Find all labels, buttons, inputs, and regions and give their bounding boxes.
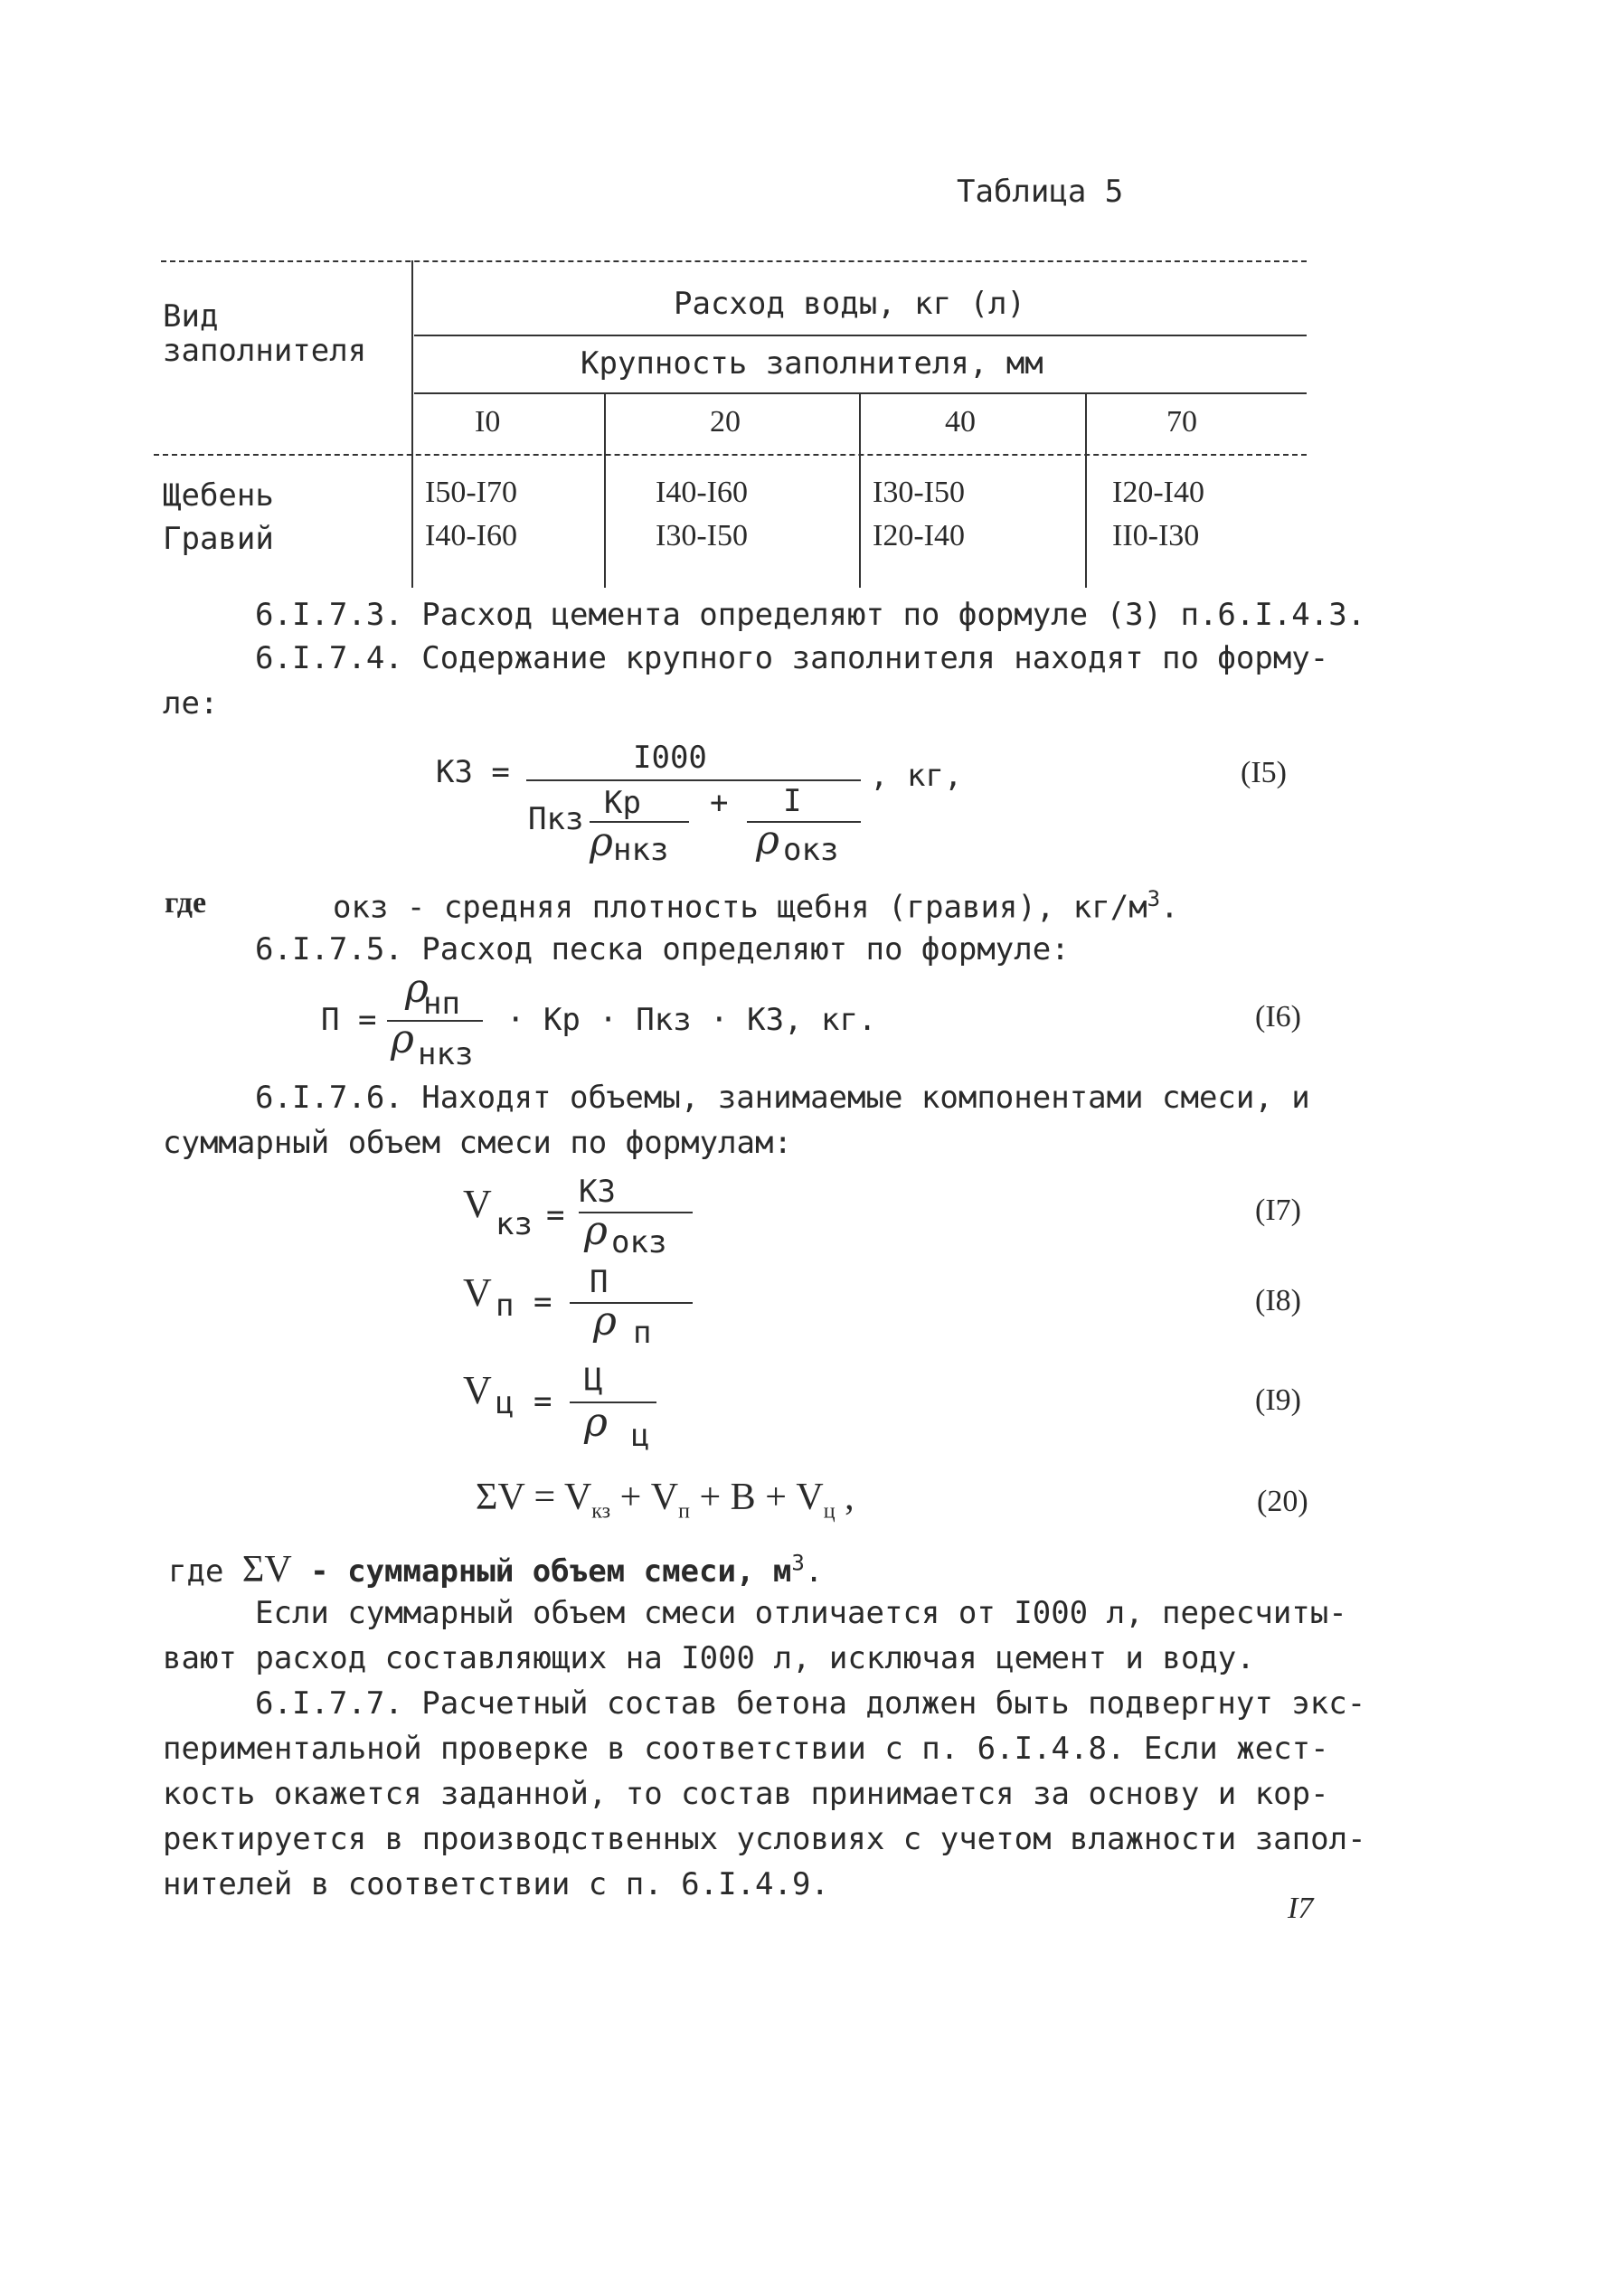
formula-16-den: нкз <box>418 1036 474 1072</box>
rho-symbol: ρ <box>756 817 779 864</box>
formula-20-sub: п <box>678 1499 690 1524</box>
table-col-divider <box>859 394 861 588</box>
table-head-col1-line2: заполнителя <box>163 333 367 369</box>
where-definition-sup: 3 <box>1147 886 1161 911</box>
formula-20-part: + V <box>610 1477 679 1518</box>
table-size-1: I0 <box>475 405 501 439</box>
paragraph-6177-line2: периментальной проверке в соответствии с п. 6.I.4.8. Если жест- <box>163 1731 1329 1767</box>
formula-17-den: окз <box>611 1224 667 1260</box>
formula-15-plus: + <box>710 785 729 821</box>
formula-17-sub: кз <box>496 1206 533 1242</box>
table-rule-1 <box>414 335 1307 336</box>
table-row-name: Гравий <box>163 521 274 557</box>
where-sum-text: - суммарный объем смеси, м <box>291 1553 792 1590</box>
formula-18-v: V <box>463 1270 492 1315</box>
formula-16-number: (I6) <box>1255 1000 1301 1033</box>
formula-16-num: нп <box>423 986 460 1022</box>
table-size-4: 70 <box>1166 405 1197 439</box>
formula-15-kr: Кр <box>604 785 641 821</box>
paragraph-6177-line3: кость окажется заданной, то состав принимается за основу и кор- <box>163 1776 1329 1812</box>
rho-symbol: ρ <box>584 1208 608 1254</box>
formula-17-num: КЗ <box>579 1174 616 1210</box>
formula-19-bar <box>570 1402 656 1403</box>
paragraph-6173: 6.I.7.3. Расход цемента определяют по формуле (3) п.6.I.4.3. <box>255 597 1366 633</box>
formula-16-rest: · Кр · Пкз · КЗ, кг. <box>506 1002 877 1038</box>
formula-19-sub: ц <box>496 1385 515 1421</box>
paragraph-6177: 6.I.7.7. Расчетный состав бетона должен быть подвергнут экс- <box>255 1685 1366 1722</box>
formula-18-number: (I8) <box>1255 1284 1301 1317</box>
page-number: I7 <box>1288 1892 1314 1925</box>
formula-19-num: Ц <box>584 1362 603 1398</box>
table-cell: I30-I50 <box>873 476 965 509</box>
formula-15-a-den: нкз <box>613 832 669 868</box>
formula-17-number: (I7) <box>1255 1194 1301 1227</box>
rho-symbol: ρ <box>590 819 613 865</box>
table-size-3: 40 <box>945 405 976 439</box>
formula-17-v: V <box>463 1182 492 1226</box>
sum-v-symbol: ΣV <box>241 1549 292 1590</box>
paragraph-recalc: Если суммарный объем смеси отличается от I000 л, пересчиты- <box>255 1595 1347 1631</box>
paragraph-recalc-cont: вают расход составляющих на I000 л, исключая цемент и воду. <box>163 1640 1255 1676</box>
rho-symbol: ρ <box>391 1016 414 1062</box>
formula-20-part: , <box>835 1477 854 1518</box>
formula-18-den: п <box>633 1315 652 1351</box>
table-cell: II0-I30 <box>1112 519 1200 552</box>
where-definition-text: окз - средняя плотность щебня (гравия), кг/м <box>333 889 1147 926</box>
table-head-rule <box>154 454 1307 456</box>
formula-15-b-num: I <box>783 783 802 819</box>
formula-18-num: П <box>590 1264 609 1300</box>
paragraph-6177-line5: нителей в соответствии с п. 6.I.4.9. <box>163 1866 829 1902</box>
formula-20-sub: кз <box>591 1499 611 1524</box>
formula-15-number: (I5) <box>1241 756 1287 789</box>
formula-18-sub: п <box>496 1288 515 1324</box>
where-sum-end: . <box>804 1553 824 1590</box>
where-sum-sup: 3 <box>791 1550 805 1576</box>
rho-symbol: ρ <box>405 966 429 1012</box>
paragraph-6177-line4: ректируется в производственных условиях с учетом влажности запол- <box>163 1821 1366 1857</box>
table-head-sub: Крупность заполнителя, мм <box>581 345 1043 382</box>
where-sum-line <box>168 1548 823 1591</box>
where-label: где <box>168 1553 224 1590</box>
table-col-divider <box>1085 394 1087 588</box>
table-cell: I20-I40 <box>1112 476 1204 509</box>
formula-15-numerator: I000 <box>633 740 707 776</box>
formula-20-sub: ц <box>823 1499 836 1524</box>
formula-16-lhs: П = <box>321 1002 377 1038</box>
formula-15-lhs: КЗ = <box>436 754 510 790</box>
table-head-col1-line1: Вид <box>163 298 219 335</box>
table-cell: I30-I50 <box>656 519 748 552</box>
where-definition-end: . <box>1160 889 1179 926</box>
where-definition <box>333 886 1179 925</box>
table-col-divider <box>411 260 413 588</box>
table-cell: I40-I60 <box>425 519 517 552</box>
formula-19-v: V <box>463 1368 492 1412</box>
formula-20 <box>476 1476 854 1524</box>
rho-symbol: ρ <box>593 1298 617 1345</box>
paragraph-6174-cont: ле: <box>163 685 219 722</box>
table-head-main: Расход воды, кг (л) <box>674 286 1025 322</box>
table-col-divider <box>604 394 606 588</box>
paragraph-6175: 6.I.7.5. Расход песка определяют по формуле: <box>255 931 1070 967</box>
where-label: где <box>165 886 207 920</box>
table-size-2: 20 <box>710 405 741 439</box>
paragraph-6174: 6.I.7.4. Содержание крупного заполнителя находят по форму- <box>255 640 1329 676</box>
formula-20-part: V = V <box>497 1477 592 1518</box>
formula-15-pkz: Пкз <box>528 801 584 837</box>
formula-15-bar <box>526 779 861 781</box>
formula-15-b-den: окз <box>783 832 839 868</box>
table-cell: I50-I70 <box>425 476 517 509</box>
formula-19-den: ц <box>631 1418 650 1454</box>
formula-20-part: + В + V <box>690 1477 824 1518</box>
formula-18-eq: = <box>533 1284 552 1320</box>
paragraph-6176: 6.I.7.6. Находят объемы, занимаемые компонентами смеси, и <box>255 1080 1310 1116</box>
table-caption: Таблица 5 <box>957 174 1124 210</box>
sigma-symbol: Σ <box>476 1477 498 1518</box>
table-cell: I20-I40 <box>873 519 965 552</box>
table-cell: I40-I60 <box>656 476 748 509</box>
formula-15-unit: , кг, <box>870 758 963 794</box>
table-top-rule <box>161 260 1307 262</box>
table-row-name: Щебень <box>163 477 274 514</box>
paragraph-6176-cont: суммарный объем смеси по формулам: <box>163 1125 792 1161</box>
formula-19-number: (I9) <box>1255 1383 1301 1417</box>
formula-20-number: (20) <box>1257 1485 1308 1518</box>
rho-symbol: ρ <box>584 1400 608 1446</box>
formula-17-eq: = <box>546 1197 565 1233</box>
formula-19-eq: = <box>533 1383 552 1420</box>
formula-18-bar <box>570 1302 693 1304</box>
